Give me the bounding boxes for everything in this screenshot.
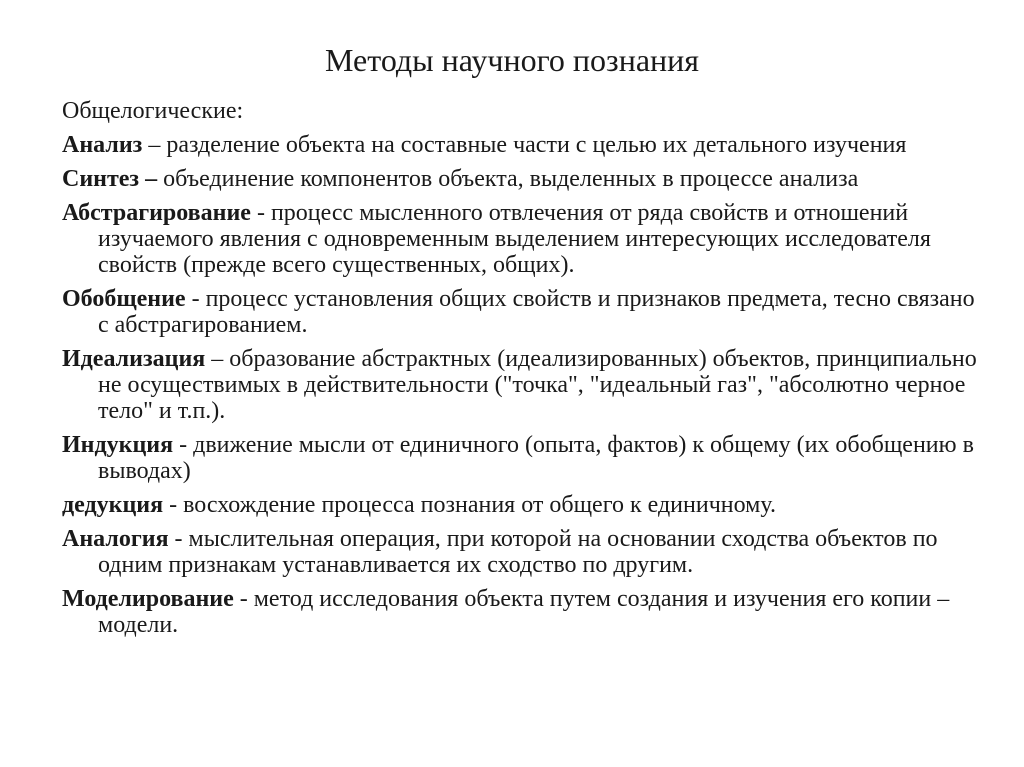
- definition-analogy: - мыслительная операция, при которой на основании сходства объектов по одним признакам устанавливается их сходство по другим.: [98, 526, 938, 578]
- term-deduction: дедукция: [62, 492, 164, 518]
- method-analogy: [62, 526, 982, 578]
- method-deduction: [62, 492, 982, 518]
- slide-title: Методы научного познания: [325, 42, 699, 78]
- method-induction: [62, 432, 982, 484]
- term-idealization: Идеализация: [62, 346, 206, 372]
- method-modeling: [62, 586, 982, 638]
- term-synthesis: Синтез –: [62, 166, 158, 192]
- definition-modeling: - метод исследования объекта путем создания и изучения его копии – модели.: [98, 586, 950, 638]
- method-generalization: [62, 286, 982, 338]
- term-analysis: Анализ: [62, 132, 143, 158]
- method-analysis: [62, 132, 982, 158]
- definition-synthesis: объединение компонентов объекта, выделенных в процессе анализа: [157, 166, 859, 192]
- term-abstraction: Абстрагирование: [62, 200, 251, 226]
- section-heading: Общелогические:: [62, 98, 244, 124]
- definition-idealization: – образование абстрактных (идеализированных) объектов, принципиально не осуществимых в действительности ("точка", "идеальный газ", "абсолютно черное тело" и т.п.).: [98, 346, 977, 424]
- term-generalization: Обобщение: [62, 286, 186, 312]
- method-idealization: [62, 346, 982, 424]
- method-synthesis: [62, 166, 982, 192]
- definition-abstraction: - процесс мысленного отвлечения от ряда свойств и отношений изучаемого явления с одновременным выделением интересующих исследователя свойств (прежде всего существенных, общих).: [98, 200, 931, 278]
- definition-generalization: - процесс установления общих свойств и признаков предмета, тесно связано с абстрагированием.: [98, 286, 975, 338]
- definition-induction: - движение мысли от единичного (опыта, фактов) к общему (их обобщению в выводах): [98, 432, 974, 484]
- content-body: [62, 98, 982, 646]
- definition-deduction: - восхождение процесса познания от общего к единичному.: [163, 492, 776, 518]
- term-analogy: Аналогия: [62, 526, 169, 552]
- term-induction: Индукция: [62, 432, 174, 458]
- definition-analysis: – разделение объекта на составные части с целью их детального изучения: [142, 132, 907, 158]
- term-modeling: Моделирование: [62, 586, 234, 612]
- method-abstraction: [62, 200, 982, 278]
